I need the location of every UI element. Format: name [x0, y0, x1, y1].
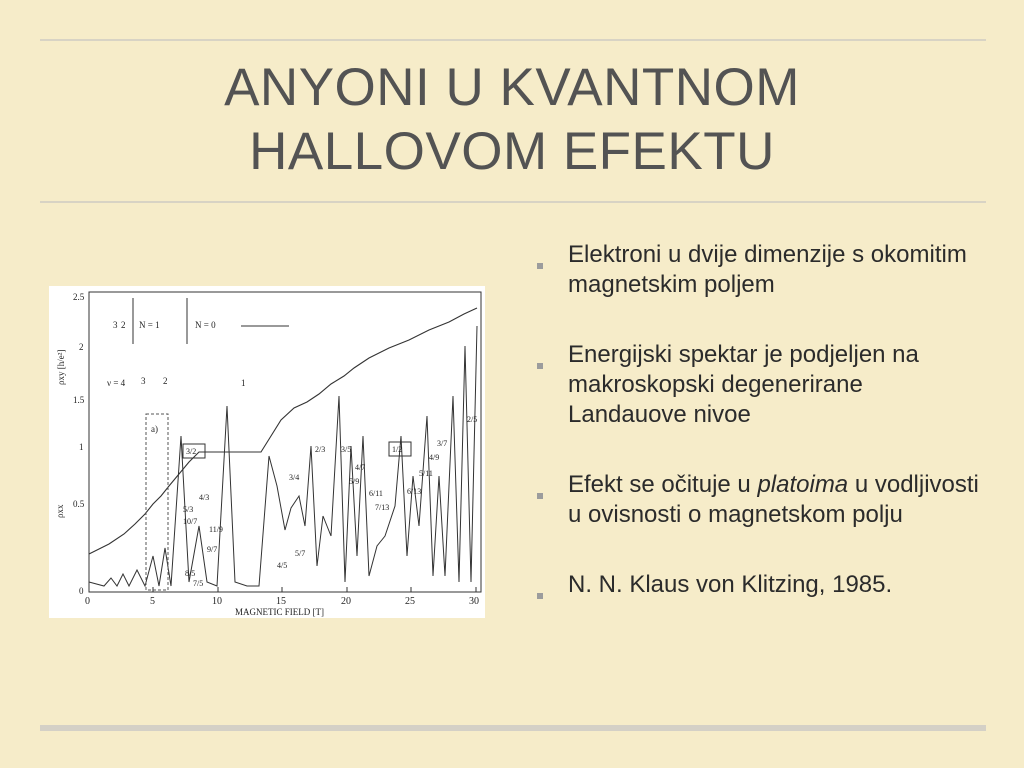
fraction-label: 5/3: [183, 505, 194, 514]
fraction-label: 11/9: [209, 525, 223, 534]
fraction-label: 3/7: [437, 439, 448, 448]
fraction-label: 7/5: [193, 579, 204, 588]
filling-factor-label: ν = 4: [107, 378, 126, 388]
fraction-label: 1/2: [392, 445, 403, 454]
slide-title: [60, 56, 964, 184]
bullet-item: [528, 570, 988, 600]
fraction-label: 5/7: [295, 549, 306, 558]
y-tick-label: 0.5: [73, 499, 85, 509]
filling-factor-label: 1: [241, 378, 246, 388]
fraction-label: 6/13: [407, 487, 422, 496]
x-tick-label: 0: [85, 596, 90, 607]
filling-factor-label: 2: [163, 376, 168, 386]
x-tick-marks: [89, 587, 476, 592]
fraction-label: 4/3: [199, 493, 210, 502]
fraction-label: 9/7: [207, 545, 218, 554]
top-divider: [40, 39, 986, 41]
x-tick-label: 5: [150, 596, 155, 607]
y-tick-label: 2: [79, 342, 84, 352]
plot-frame: [89, 292, 481, 592]
x-tick-label: 20: [341, 596, 351, 607]
fraction-label: 3/2: [186, 447, 197, 456]
fraction-label: 8/5: [185, 569, 196, 578]
y-axis-label-xx: ρxx: [55, 504, 65, 518]
bullet-marker: [537, 363, 543, 369]
y-tick-label: 1: [79, 442, 84, 452]
bullet-text-emphasis: platoima: [757, 471, 849, 498]
title-line-1: ANYONI U KVANTNOM: [224, 58, 800, 117]
fraction-label: 2/5: [467, 415, 478, 424]
fraction-label: 4/7: [355, 463, 366, 472]
y-tick-label: 1.5: [73, 395, 85, 405]
fraction-label: 4/5: [277, 561, 288, 570]
bullet-marker: [537, 493, 543, 499]
inset-region-box: [146, 414, 168, 590]
landau-level-label: N = 1: [139, 320, 160, 330]
fraction-label: 6/11: [369, 489, 383, 498]
x-tick-label: 15: [276, 596, 286, 607]
fraction-label: 4/9: [429, 453, 440, 462]
fraction-label: 3/5: [341, 445, 352, 454]
x-tick-label: 10: [212, 596, 222, 607]
filling-label: 2: [121, 320, 126, 330]
bottom-divider: [40, 725, 986, 731]
y-tick-label: 0: [79, 586, 84, 596]
panel-label: a): [151, 424, 158, 434]
bullet-list: [528, 240, 988, 600]
x-tick-label: 25: [405, 596, 415, 607]
y-axis-label-xy: ρxy [h/e²]: [56, 349, 66, 385]
filling-factor-label: 3: [141, 376, 146, 386]
hall-effect-plot: [49, 286, 485, 618]
fraction-label: 3/4: [289, 473, 300, 482]
y-tick-label: 2.5: [73, 292, 85, 302]
title-divider: [40, 201, 986, 203]
landau-level-label: N = 0: [195, 320, 216, 330]
title-line-2: HALLOVOM EFEKTU: [249, 122, 775, 181]
bullet-text: N. N. Klaus von Klitzing, 1985.: [568, 571, 893, 598]
bullet-text-pre: Efekt se očituje u: [568, 471, 758, 498]
quantum-hall-figure: [49, 286, 485, 618]
fraction-label: 7/13: [375, 503, 390, 512]
bullet-item: [528, 470, 988, 530]
fraction-label: 5/9: [349, 477, 360, 486]
fraction-label: 10/7: [183, 517, 198, 526]
bullet-item: [528, 340, 988, 430]
bullet-text-post: u vodljivosti u ovisnosti o magnetskom polju: [568, 471, 979, 528]
bullet-marker: [537, 263, 543, 269]
bullet-text: Energijski spektar je podjeljen na makroskopski degenerirane Landauove nivoe: [568, 341, 919, 428]
filling-label: 3: [113, 320, 118, 330]
longitudinal-resistance-curve: [89, 326, 477, 586]
fraction-label: 5/11: [419, 469, 433, 478]
bullet-item: [528, 240, 988, 300]
x-tick-label: 30: [469, 596, 479, 607]
x-axis-label: MAGNETIC FIELD [T]: [235, 607, 324, 617]
fraction-label: 2/3: [315, 445, 326, 454]
bullet-text: Elektroni u dvije dimenzije s okomitim magnetskim poljem: [568, 241, 967, 298]
bullet-marker: [537, 593, 543, 599]
